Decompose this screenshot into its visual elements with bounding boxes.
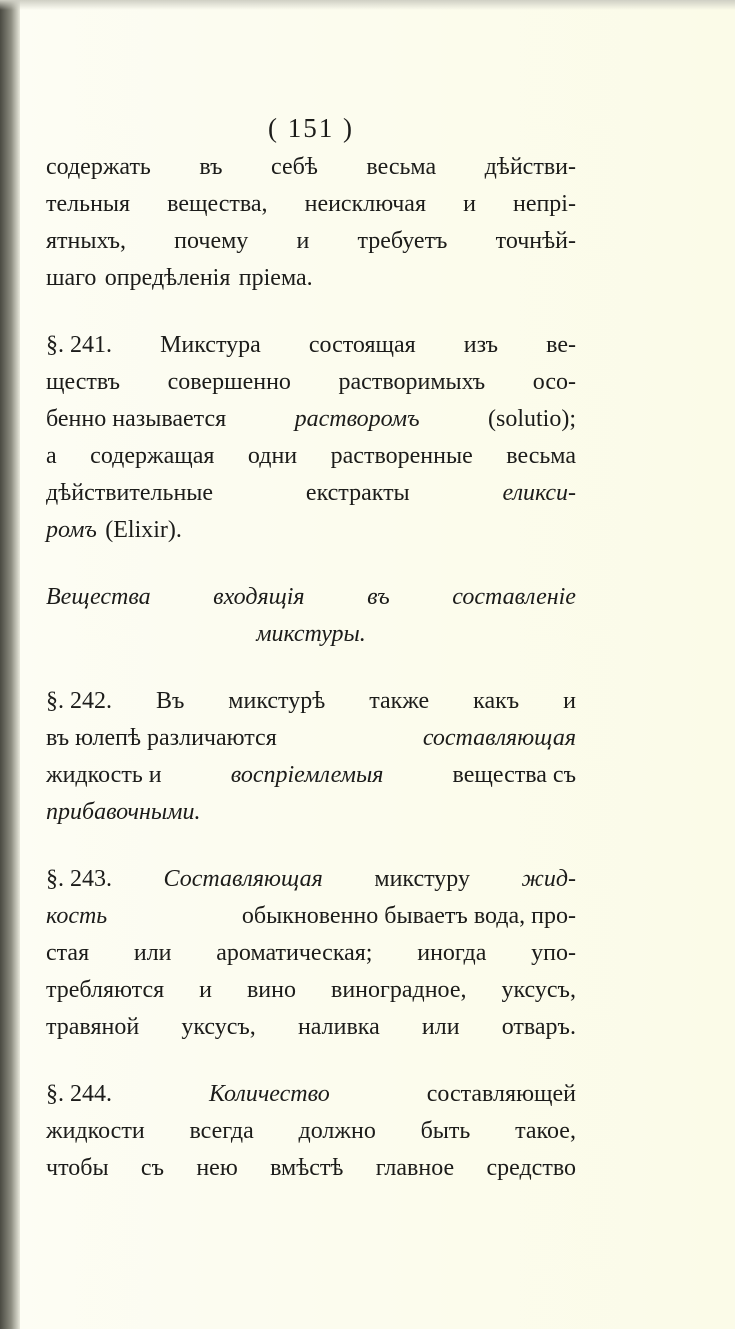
text-run: вещества съ [452,762,576,788]
word: жидкости [46,1118,145,1144]
line [46,935,576,972]
word: составленіе [452,584,576,610]
line [46,1076,576,1113]
section-mark: §. 243. [46,866,112,892]
line [46,861,576,898]
word: ве- [546,332,576,358]
line [46,794,576,831]
italic-term: жид- [521,866,576,892]
word: весьма [366,154,437,180]
word: осо- [532,369,576,395]
word: какъ [473,688,520,714]
line [46,149,576,186]
word: вмѣстѣ [270,1155,344,1181]
word: или [421,1014,460,1040]
word: дѣйствительные [46,480,214,506]
text-run: въ юлепѣ различаются [46,725,277,751]
word: себѣ [271,154,318,180]
text-run: (solutio); [488,406,576,432]
word: упо- [531,940,576,966]
word: входящія [213,584,305,610]
word: шаго [46,265,97,291]
italic-term: воспріемлемыя [230,762,384,788]
word: состоящая [308,332,416,358]
line [46,475,576,512]
word: совершенно [167,369,291,395]
word: содержать [46,154,151,180]
word: растворенные [330,443,473,469]
paragraph-244 [46,1076,576,1187]
italic-term: кость [46,903,108,929]
word: непрі- [512,191,576,217]
paragraph-1 [46,149,576,297]
word: и [199,977,212,1003]
word: екстракты [305,480,410,506]
word: съ [140,1155,164,1181]
word: требляются [46,977,165,1003]
word: или [133,940,172,966]
book-spine-shadow [0,0,20,1329]
line [46,512,576,549]
line [46,186,576,223]
word: должно [298,1118,376,1144]
italic-term: ромъ [46,517,97,543]
line [46,260,576,297]
paragraph-242 [46,683,576,831]
word: чтобы [46,1155,109,1181]
word: растворимыхъ [338,369,486,395]
word: ятныхъ, [46,228,126,254]
word: стая [46,940,90,966]
italic-term: растворомъ [294,406,420,432]
word: точнѣй- [495,228,576,254]
italic-term: еликси- [502,480,576,506]
italic-term: прибавочными. [46,799,201,825]
word: ществъ [46,369,121,395]
word: нею [196,1155,238,1181]
italic-term: Количество [208,1081,330,1107]
word: въ [367,584,390,610]
word: отваръ. [501,1014,576,1040]
line [46,1009,576,1046]
word: вино [246,977,296,1003]
word: одни [247,443,298,469]
text-run: бенно называется [46,406,227,432]
word: также [369,688,430,714]
word: пріема. [238,265,313,291]
word: средство [486,1155,576,1181]
word: почему [174,228,249,254]
word: Въ [155,688,185,714]
line [46,327,576,364]
word: такое, [515,1118,576,1144]
word: травяной [46,1014,140,1040]
section-mark: §. 242. [46,688,112,714]
word: требуетъ [357,228,448,254]
word: (Elixir). [105,517,182,543]
word: и [563,688,576,714]
word: микстурѣ [228,688,326,714]
word: всегда [189,1118,254,1144]
page-top-edge [0,0,735,10]
line [46,401,576,438]
word: а [46,443,57,469]
paragraph-241 [46,327,576,549]
text-run: обыкновенно бываетъ вода, про- [241,903,576,929]
page-text [46,110,576,1217]
word: изъ [463,332,499,358]
word: составляющей [426,1081,576,1107]
word: главное [375,1155,455,1181]
word: микстуру [374,866,470,892]
word: наливка [297,1014,380,1040]
word: и [296,228,310,254]
section-mark: §. 244. [46,1081,112,1107]
word: Микстура [160,332,261,358]
line [46,720,576,757]
word: тельныя [46,191,131,217]
word: содержащая [90,443,215,469]
word: микстуры. [256,621,366,647]
page-number: ( 151 ) [268,113,354,143]
line [46,223,576,260]
paragraph-243 [46,861,576,1046]
line [46,683,576,720]
line [46,364,576,401]
word: уксусъ, [181,1014,256,1040]
word: уксусъ, [501,977,576,1003]
word: опредѣленія [104,265,231,291]
word: иногда [417,940,487,966]
word: весьма [506,443,576,469]
word: Вещества [46,584,151,610]
word: виноградное, [330,977,467,1003]
line [46,898,576,935]
line [46,757,576,794]
word: вещества, [167,191,268,217]
word: быть [420,1118,471,1144]
text-run: жидкость и [46,762,162,788]
word: въ [199,154,223,180]
line [46,616,576,653]
section-heading [46,579,576,653]
line [46,438,576,475]
line [46,1113,576,1150]
word: дѣйстви- [484,154,576,180]
word: и [463,191,476,217]
line [46,1150,576,1187]
line [46,972,576,1009]
word: ароматическая; [216,940,373,966]
italic-term: Составляющая [163,866,323,892]
section-mark: §. 241. [46,332,112,358]
italic-term: составляющая [422,725,576,751]
line [46,579,576,616]
word: неисключая [304,191,426,217]
